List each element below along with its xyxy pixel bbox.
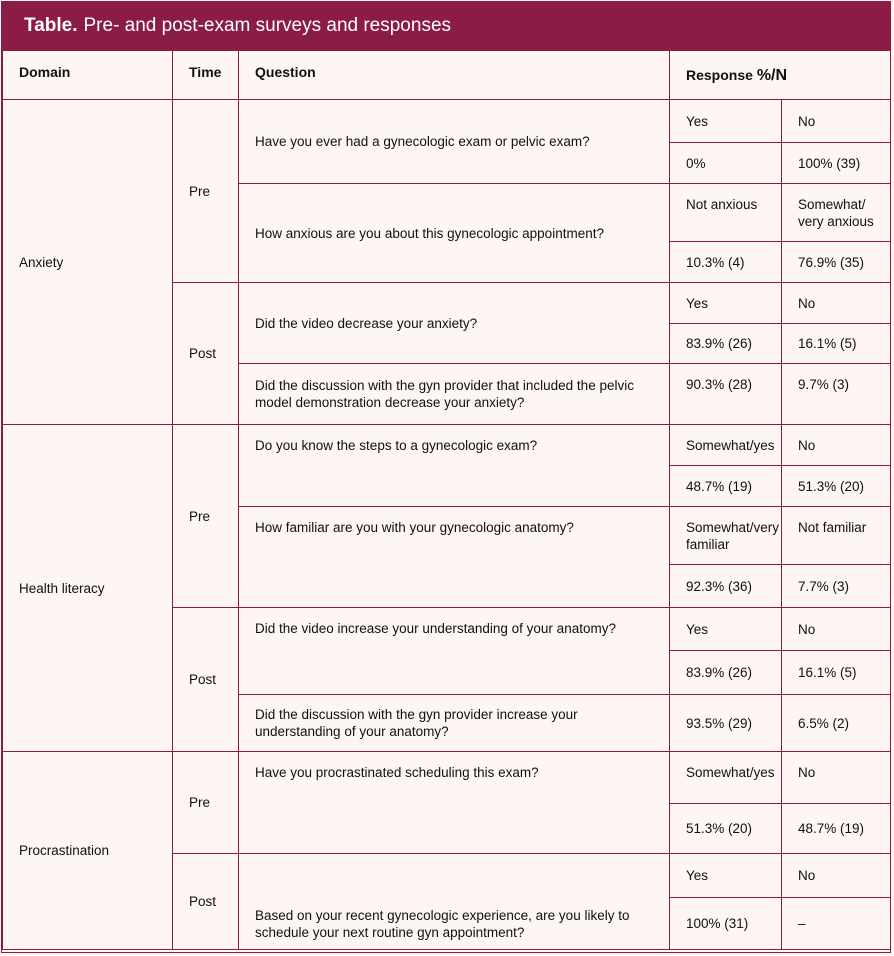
response-label-cell: Yes bbox=[670, 283, 782, 324]
header-response bbox=[670, 51, 891, 100]
table-row bbox=[3, 752, 891, 804]
domain-cell-health-literacy: Health literacy bbox=[3, 425, 173, 752]
response-label-cell: Somewhat/ very anxious bbox=[782, 184, 891, 242]
time-cell-anxiety-pre: Pre bbox=[173, 100, 239, 283]
response-value-cell: 93.5% (29) bbox=[670, 695, 782, 752]
response-value-cell: 16.1% (5) bbox=[782, 651, 891, 695]
response-value-cell: 90.3% (28) bbox=[670, 364, 782, 425]
response-label-cell: Yes bbox=[670, 100, 782, 143]
header-question: Question bbox=[239, 51, 670, 100]
response-value-cell: 83.9% (26) bbox=[670, 324, 782, 364]
survey-table-frame bbox=[1, 1, 891, 953]
question-cell-q6: How familiar are you with your gynecologic anatomy? bbox=[239, 507, 670, 608]
time-cell-health-post: Post bbox=[173, 608, 239, 752]
time-cell-procrastination-pre: Pre bbox=[173, 752, 239, 854]
response-value-cell: 76.9% (35) bbox=[782, 242, 891, 283]
response-label-cell: Yes bbox=[670, 854, 782, 898]
response-label-cell: No bbox=[782, 608, 891, 651]
question-cell-q8: Did the discussion with the gyn provider increase your understanding of your anatomy? bbox=[239, 695, 670, 752]
header-time: Time bbox=[173, 51, 239, 100]
response-value-cell: 83.9% (26) bbox=[670, 651, 782, 695]
table-title bbox=[2, 2, 890, 50]
response-label-cell: Yes bbox=[670, 608, 782, 651]
response-label-cell: Somewhat/yes bbox=[670, 425, 782, 466]
response-label-cell: Not anxious bbox=[670, 184, 782, 242]
response-value-cell: 16.1% (5) bbox=[782, 324, 891, 364]
response-value-cell: 100% (31) bbox=[670, 898, 782, 950]
response-label-cell: No bbox=[782, 752, 891, 804]
question-cell-q9: Have you procrastinated scheduling this exam? bbox=[239, 752, 670, 854]
response-value-cell: 9.7% (3) bbox=[782, 364, 891, 425]
response-value-cell: 48.7% (19) bbox=[670, 466, 782, 507]
domain-cell-anxiety: Anxiety bbox=[3, 100, 173, 425]
response-value-cell: 51.3% (20) bbox=[670, 804, 782, 854]
question-cell-q10: Based on your recent gynecologic experience, are you likely to schedule your next routine gyn appointment? bbox=[239, 854, 670, 950]
response-value-cell: 100% (39) bbox=[782, 143, 891, 184]
response-value-cell: – bbox=[782, 898, 891, 950]
table-row bbox=[3, 425, 891, 466]
domain-cell-procrastination: Procrastination bbox=[3, 752, 173, 950]
response-label-cell: Not familiar bbox=[782, 507, 891, 565]
response-label-cell: No bbox=[782, 854, 891, 898]
response-value-cell: 51.3% (20) bbox=[782, 466, 891, 507]
question-cell-q5: Do you know the steps to a gynecologic exam? bbox=[239, 425, 670, 507]
response-value-cell: 48.7% (19) bbox=[782, 804, 891, 854]
response-value-cell: 7.7% (3) bbox=[782, 565, 891, 608]
question-cell-q4: Did the discussion with the gyn provider that included the pelvic model demonstration decrease your anxiety? bbox=[239, 364, 670, 425]
table-title-text: Pre- and post-exam surveys and responses bbox=[83, 15, 452, 36]
time-cell-anxiety-post: Post bbox=[173, 283, 239, 425]
survey-table bbox=[2, 50, 891, 950]
response-value-cell: 6.5% (2) bbox=[782, 695, 891, 752]
time-cell-procrastination-post: Post bbox=[173, 854, 239, 950]
table-title-lead: Table. bbox=[24, 15, 78, 36]
question-cell-q1: Have you ever had a gynecologic exam or pelvic exam? bbox=[239, 100, 670, 184]
question-cell-q7: Did the video increase your understanding of your anatomy? bbox=[239, 608, 670, 695]
response-label-cell: No bbox=[782, 425, 891, 466]
header-row bbox=[3, 51, 891, 100]
question-cell-q2: How anxious are you about this gynecologic appointment? bbox=[239, 184, 670, 283]
response-label-cell: Somewhat/yes bbox=[670, 752, 782, 804]
response-value-cell: 0% bbox=[670, 143, 782, 184]
header-response-prefix: Response bbox=[686, 66, 757, 83]
question-cell-q3: Did the video decrease your anxiety? bbox=[239, 283, 670, 364]
response-value-cell: 92.3% (36) bbox=[670, 565, 782, 608]
header-response-unit: %/N bbox=[756, 66, 788, 84]
response-label-cell: Somewhat/very familiar bbox=[670, 507, 782, 565]
header-domain: Domain bbox=[3, 51, 173, 100]
response-value-cell: 10.3% (4) bbox=[670, 242, 782, 283]
time-cell-health-pre: Pre bbox=[173, 425, 239, 608]
response-label-cell: No bbox=[782, 100, 891, 143]
response-label-cell: No bbox=[782, 283, 891, 324]
table-row bbox=[3, 100, 891, 143]
